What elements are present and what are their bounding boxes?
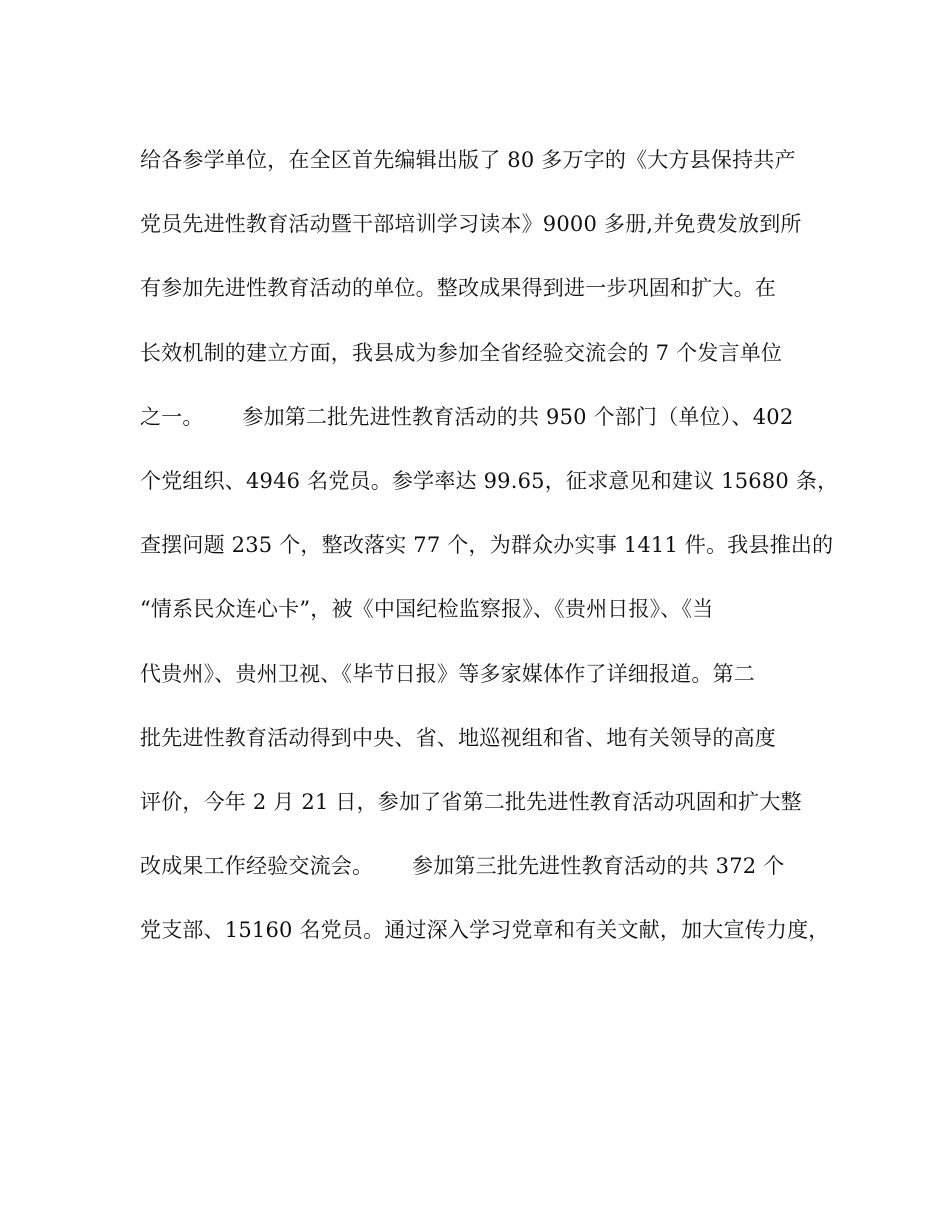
text-line: 评价，今年 2 月 21 日，参加了省第二批先进性教育活动巩固和扩大整: [140, 789, 802, 814]
text-line: 长效机制的建立方面，我县成为参加全省经验交流会的 7 个发言单位: [140, 340, 783, 365]
text-line: 改成果工作经验交流会。 参加第三批先进性教育活动的共 372 个: [140, 854, 785, 879]
text-line: 批先进性教育活动得到中央、省、地巡视组和省、地有关领导的高度: [140, 725, 776, 750]
text-line: 给各参学单位，在全区首先编辑出版了 80 多万字的《大方县保持共产: [140, 148, 796, 172]
text-line: 有参加先进性教育活动的单位。整改成果得到进一步巩固和扩大。在: [140, 276, 776, 301]
text-line: 之一。 参加第二批先进性教育活动的共 950 个部门（单位）、402: [140, 404, 794, 429]
document-body: [140, 138, 840, 972]
text-line: 党员先进性教育活动暨干部培训学习读本》9000 多册,并免费发放到所: [140, 212, 802, 237]
text-line: 查摆问题 235 个，整改落实 77 个，为群众办实事 1411 件。我县推出的: [140, 533, 834, 558]
text-line: 代贵州》、贵州卫视、《毕节日报》等多家媒体作了详细报道。第二: [140, 661, 755, 686]
text-line: “情系民众连心卡”，被《中国纪检监察报》、《贵州日报》、《当: [140, 597, 714, 622]
text-line: 党支部、15160 名党员。通过深入学习党章和有关文献，加大宣传力度，: [140, 918, 830, 943]
text-line: 个党组织、4946 名党员。参学率达 99.65，征求意见和建议 15680 条，: [140, 468, 839, 493]
